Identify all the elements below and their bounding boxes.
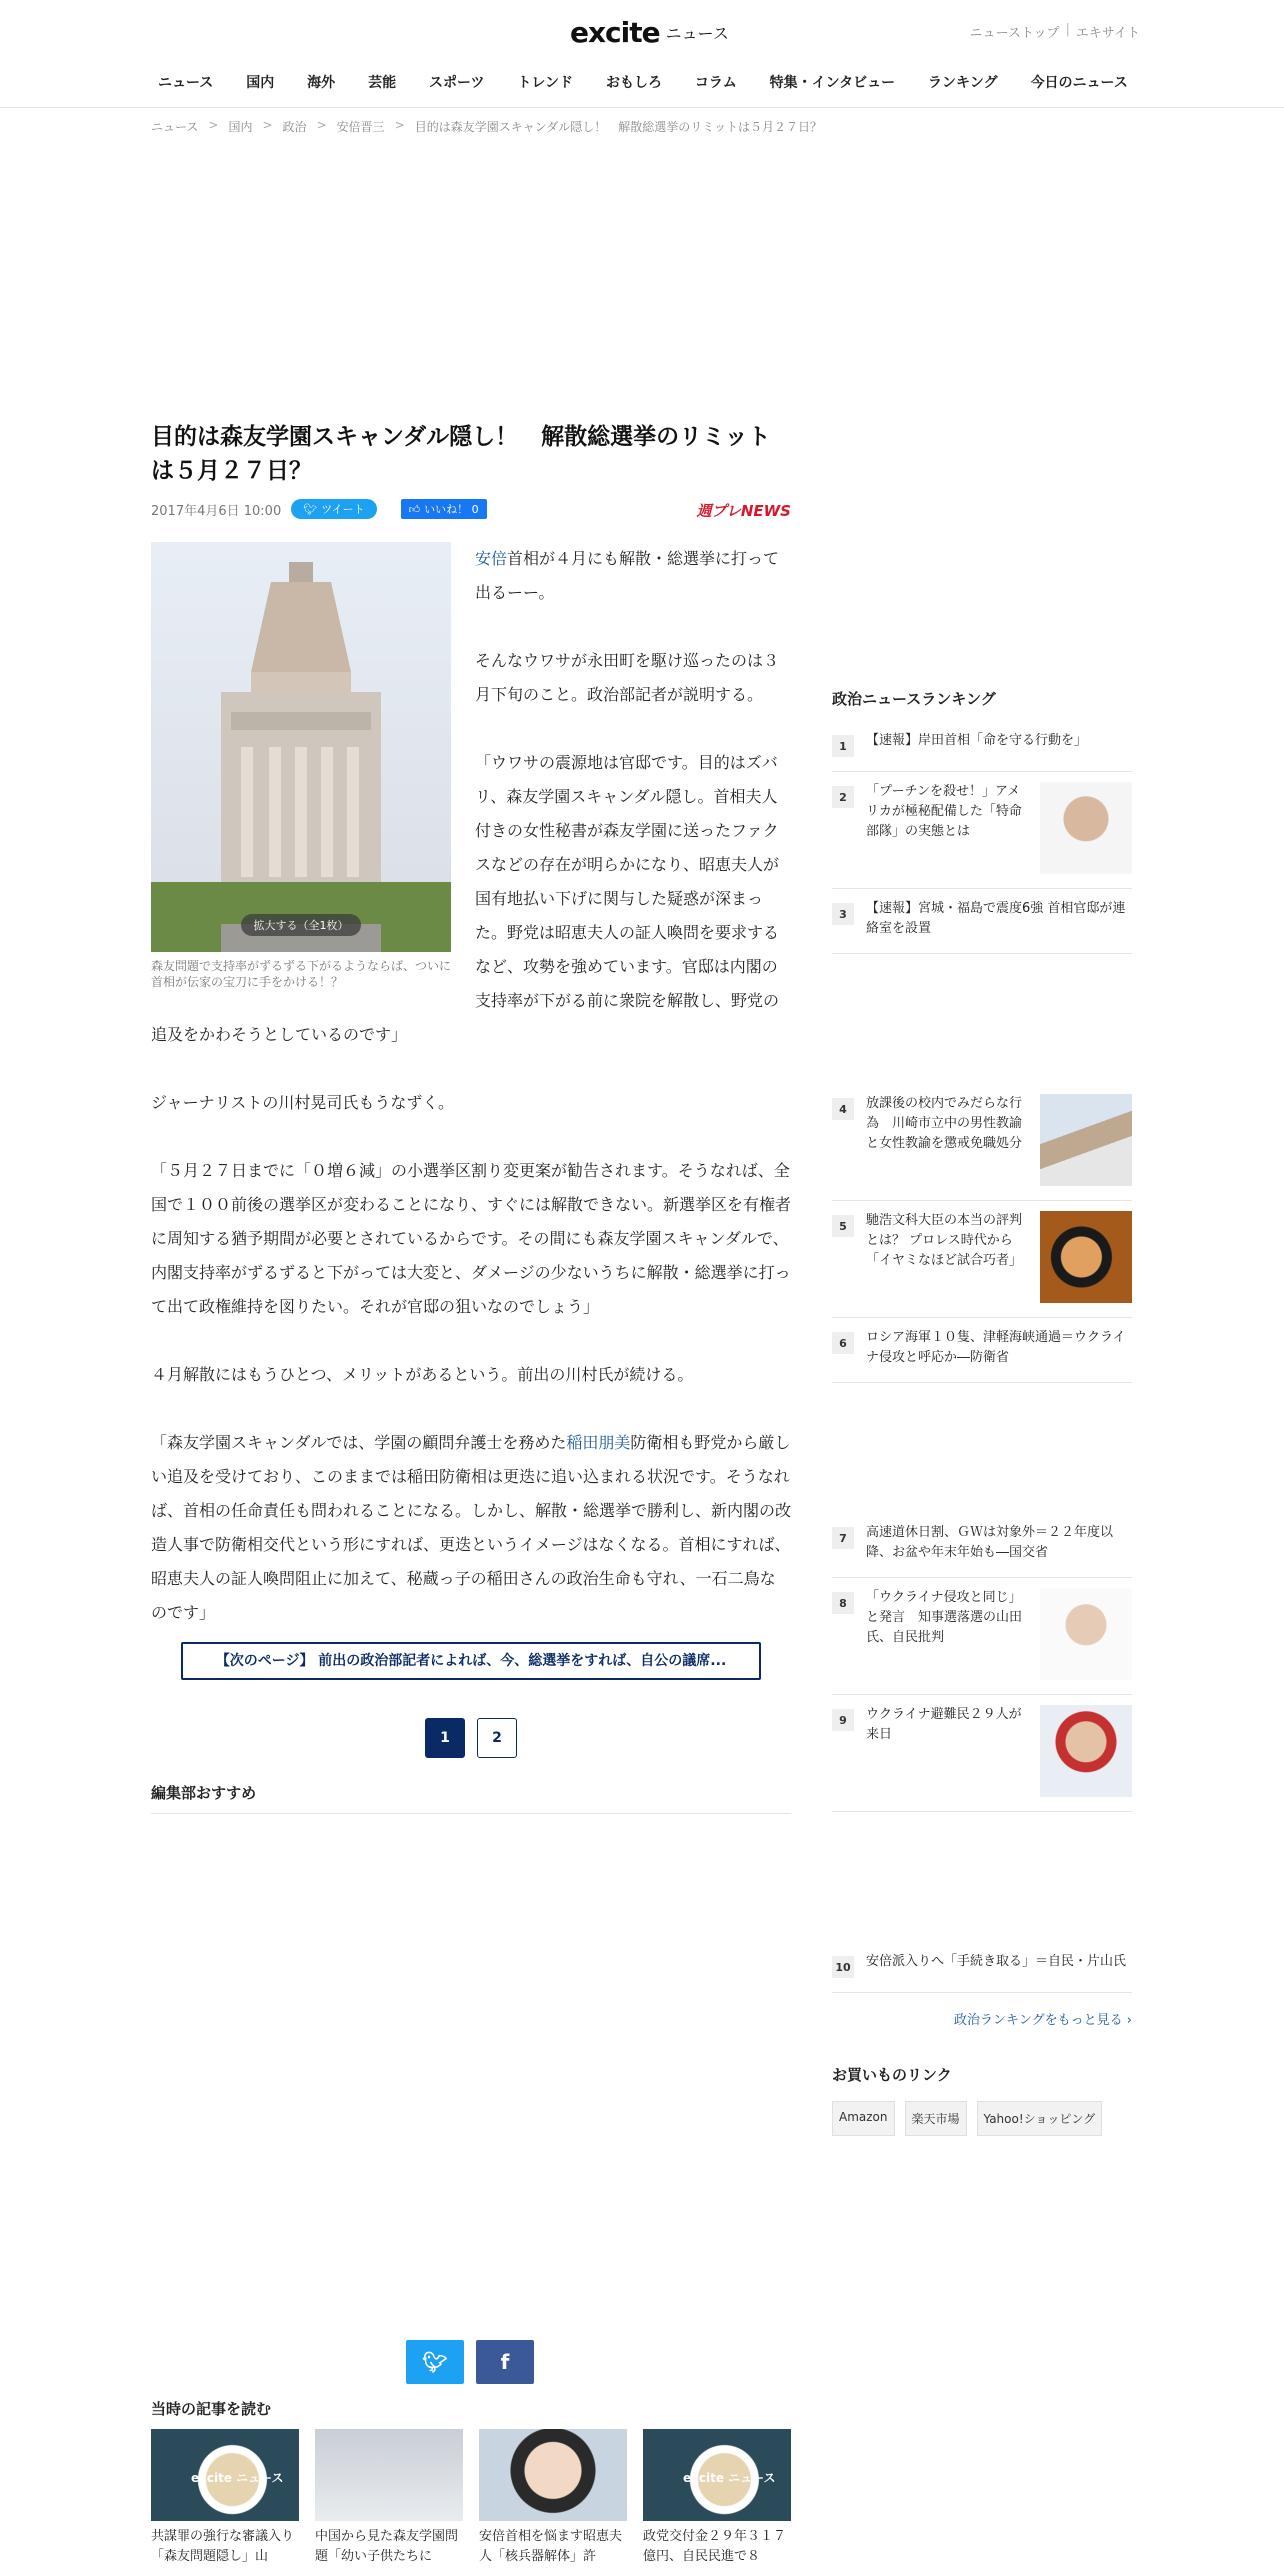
logo-text: excite bbox=[570, 15, 660, 49]
rank-title: 高速道休日割、ＧＷは対象外＝２２年度以降、お盆や年末年始も―国交省 bbox=[866, 1525, 1114, 1560]
paragraph: ジャーナリストの川村晃司氏もうなずく。 bbox=[151, 1093, 455, 1112]
like-label: いいね！ 0 bbox=[424, 503, 479, 516]
breadcrumb-current: 目的は森友学園スキャンダル隠し！ 解散総選挙のリミットは５月２７日？ bbox=[414, 120, 822, 134]
facebook-icon: f bbox=[500, 2350, 510, 2374]
paragraph bbox=[151, 1426, 791, 1630]
rank-title: 「プーチンを殺せ！」アメリカが極秘配備した「特命部隊」の実態とは bbox=[866, 784, 1022, 839]
article-date: 2017年4月6日 10:00 bbox=[151, 503, 282, 519]
page-2-button[interactable]: 2 bbox=[477, 1718, 517, 1758]
article-figure bbox=[151, 542, 451, 990]
rank-number: 1 bbox=[832, 735, 854, 757]
rank-number: 2 bbox=[832, 786, 854, 808]
past-article-thumb bbox=[643, 2429, 791, 2521]
rank-title: 安倍派入りへ「手続き取る」＝自民・片山氏 bbox=[866, 1954, 1127, 1969]
thumb-logo: excite ニュース bbox=[191, 2471, 284, 2485]
article-title: 目的は森友学園スキャンダル隠し！ 解散総選挙のリミットは５月２７日？ bbox=[151, 424, 771, 484]
breadcrumb-sep: > bbox=[208, 118, 219, 132]
rank-number: 10 bbox=[832, 1956, 854, 1978]
past-article-title: 安倍首相を悩ます昭恵夫人「核兵器解体」許 bbox=[479, 2529, 623, 2564]
rank-number: 3 bbox=[832, 903, 854, 925]
ranking-item[interactable] bbox=[832, 1318, 1132, 1383]
rank-thumbnail bbox=[1040, 782, 1132, 874]
page-1-button[interactable]: 1 bbox=[425, 1718, 465, 1758]
breadcrumb-sep: > bbox=[394, 118, 405, 132]
rank-title: 【速報】宮城・福島で震度6強 首相官邸が連絡室を設置 bbox=[866, 901, 1126, 936]
ranking-item[interactable] bbox=[832, 1695, 1132, 1812]
rank-title: 放課後の校内でみだらな行為 川崎市立中の男性教諭と女性教諭を懲戒免職処分 bbox=[866, 1096, 1023, 1151]
thumb-logo: excite ニュース bbox=[683, 2471, 776, 2485]
past-article-thumb bbox=[315, 2429, 463, 2521]
rank-number: 9 bbox=[832, 1709, 854, 1731]
site-logo[interactable] bbox=[570, 12, 729, 52]
thumbs-up-icon: 👍︎ bbox=[408, 502, 421, 516]
nav-ranking[interactable]: ランキング bbox=[928, 75, 998, 91]
global-nav bbox=[148, 64, 1138, 100]
ranking-item[interactable] bbox=[832, 772, 1132, 889]
paragraph: 「ウワサの震源地は官邸です。目的はズバリ、森友学園スキャンダル隠し。首相夫人付きの女性秘書が森友学園に送ったファクスなどの存在が明らかになり、昭恵夫人が国有地払い下げに関与した疑惑が深まった。野党は昭恵夫人の証人喚問を要求するなど、攻勢を強めています。官邸は内閣の支持率が下がる前に衆院を解散し、野党の追及をかわそうとしているのです」 bbox=[151, 753, 780, 1044]
nav-column[interactable]: コラム bbox=[694, 75, 737, 91]
article-photo[interactable] bbox=[151, 542, 451, 952]
breadcrumb-news[interactable]: ニュース bbox=[151, 120, 199, 134]
paragraph: そんなウワサが永田町を駆け巡ったのは３月下旬のこと。政治部記者が説明する。 bbox=[475, 651, 780, 704]
chevron-right-icon: › bbox=[1126, 2013, 1132, 2028]
past-article-thumb bbox=[151, 2429, 299, 2521]
nav-trend[interactable]: トレンド bbox=[517, 75, 574, 91]
rank-title: ウクライナ避難民２９人が来日 bbox=[866, 1707, 1022, 1742]
nav-features[interactable]: 特集・インタビュー bbox=[769, 75, 896, 91]
nav-entertainment[interactable]: 芸能 bbox=[368, 75, 397, 91]
tag-link-inada[interactable]: 稲田朋美 bbox=[566, 1433, 631, 1452]
past-article-item[interactable] bbox=[479, 2429, 627, 2567]
tag-link-abe[interactable]: 安倍 bbox=[475, 549, 508, 568]
breadcrumb-politics[interactable]: 政治 bbox=[282, 120, 307, 134]
past-article-title: 中国から見た森友学園問題「幼い子供たちに bbox=[315, 2529, 459, 2564]
ranking-more-link[interactable] bbox=[832, 2009, 1132, 2028]
like-button[interactable] bbox=[401, 499, 487, 519]
past-article-title: 政党交付金２９年３１７億円、自民民進で８ bbox=[643, 2529, 787, 2564]
next-page-link[interactable]: 【次のページ】 前出の政治部記者によれば、今、総選挙をすれば、自公の議席... bbox=[181, 1642, 761, 1680]
past-article-title: 共謀罪の強行な審議入り「森友問題隠し」山 bbox=[151, 2529, 295, 2564]
past-articles bbox=[151, 2398, 791, 2567]
past-article-item[interactable] bbox=[151, 2429, 299, 2567]
ad-space bbox=[832, 954, 1132, 1084]
breadcrumb-domestic[interactable]: 国内 bbox=[228, 120, 253, 134]
twitter-bird-icon: 🐦︎ bbox=[303, 502, 318, 516]
ranking-item[interactable] bbox=[832, 889, 1132, 954]
nav-world[interactable]: 海外 bbox=[307, 75, 336, 91]
ranking-item[interactable] bbox=[832, 1578, 1132, 1695]
source-logo: 週プレNEWS bbox=[696, 502, 791, 520]
shopping-heading: お買いものリンク bbox=[832, 2066, 952, 2084]
rank-thumbnail bbox=[1040, 1705, 1132, 1797]
site-header bbox=[0, 0, 1284, 108]
rank-title: 馳浩文科大臣の本当の評判とは？ プロレス時代から「イヤミなほど試合巧者」 bbox=[866, 1213, 1023, 1268]
rank-thumbnail bbox=[1040, 1211, 1132, 1303]
past-article-thumb bbox=[479, 2429, 627, 2521]
enlarge-photo-button[interactable]: 拡大する（全1枚） bbox=[241, 914, 361, 936]
ranking-item[interactable] bbox=[832, 1942, 1132, 1993]
ranking-item[interactable] bbox=[832, 1084, 1132, 1201]
article-meta bbox=[151, 496, 791, 522]
photo-caption: 森友問題で支持率がずるずる下がるようならば、ついに首相が伝家の宝刀に手をかける！？ bbox=[151, 959, 452, 989]
nav-funny[interactable]: おもしろ bbox=[605, 75, 662, 91]
paragraph-text: 首相が４月にも解散・総選挙に打って出るーー。 bbox=[475, 549, 780, 602]
breadcrumb-abe[interactable]: 安倍晋三 bbox=[336, 120, 385, 134]
rank-number: 4 bbox=[832, 1098, 854, 1120]
nav-sports[interactable]: スポーツ bbox=[429, 75, 485, 91]
rank-title: 「ウクライナ侵攻と同じ」と発言 知事選落選の山田氏、自民批判 bbox=[866, 1590, 1023, 1645]
tweet-button[interactable] bbox=[291, 499, 376, 519]
rank-title: 【速報】岸田首相「命を守る行動を」 bbox=[866, 733, 1088, 748]
rank-thumbnail bbox=[1040, 1588, 1132, 1680]
nav-domestic[interactable]: 国内 bbox=[246, 75, 275, 91]
rank-number: 7 bbox=[832, 1527, 854, 1549]
shopping-links bbox=[832, 2101, 1132, 2136]
rank-number: 8 bbox=[832, 1592, 854, 1614]
breadcrumb-sep: > bbox=[316, 118, 327, 132]
ad-space bbox=[832, 1812, 1132, 1942]
article bbox=[151, 420, 791, 1814]
rank-number: 5 bbox=[832, 1215, 854, 1237]
nav-news[interactable]: ニュース bbox=[158, 75, 214, 91]
share-twitter-button[interactable] bbox=[406, 2340, 464, 2384]
share-facebook-button[interactable] bbox=[476, 2340, 534, 2384]
shop-link-yahoo[interactable]: Yahoo!ショッピング bbox=[977, 2101, 1103, 2136]
paragraph: 「５月２７日までに「０増６減」の小選挙区割り変更案が勧告されます。そうなれば、全国で１００前後の選挙区が変わることになり、すぐには解散できない。新選挙区を有権者に周知する猶予期間が必要とされているからです。その間にも森友学園スキャンダルで、内閣支持率がずるずると下がっては大変と、ダメージの少ないうちに解散・総選挙に打って出て政権維持を図りたい。それが官邸の狙いなのでしょう」 bbox=[151, 1161, 792, 1316]
top-link-excite[interactable]: エキサイト bbox=[1075, 26, 1140, 41]
top-link-sep: | bbox=[1065, 22, 1070, 37]
recommend-heading: 編集部おすすめ bbox=[151, 1782, 791, 1814]
sidebar bbox=[832, 688, 1132, 2136]
past-articles-heading: 当時の記事を読む bbox=[151, 2400, 272, 2418]
breadcrumb-sep: > bbox=[262, 118, 273, 132]
paragraph-text: 防衛相も野党から厳しい追及を受けており、このままでは稲田防衛相は更迭に追い込まれる状況です。そうなれば、首相の任命責任も問われることになる。しかし、解散・総選挙で勝利し、新内閣の改造人事で防衛相交代という形にすれば、更迭というイメージはなくなる。首相にすれば、昭恵夫人の証人喚問阻止に加えて、秘蔵っ子の稲田さんの政治生命も守れ、一石二鳥なのです」 bbox=[151, 1433, 792, 1622]
share-buttons bbox=[406, 2340, 534, 2384]
shop-link-amazon[interactable]: Amazon bbox=[832, 2101, 895, 2136]
rank-thumbnail bbox=[1040, 1094, 1132, 1186]
past-article-item[interactable] bbox=[643, 2429, 791, 2567]
ranking-item[interactable] bbox=[832, 721, 1132, 772]
pagination bbox=[151, 1718, 791, 1758]
past-articles-list bbox=[151, 2429, 791, 2567]
rank-title: ロシア海軍１０隻、津軽海峡通過＝ウクライナ侵攻と呼応か―防衛省 bbox=[866, 1330, 1126, 1365]
diet-building-image bbox=[211, 562, 391, 912]
tweet-label: ツイート bbox=[321, 503, 365, 516]
rank-number: 6 bbox=[832, 1332, 854, 1354]
past-article-item[interactable] bbox=[315, 2429, 463, 2567]
paragraph: ４月解散にはもうひとつ、メリットがあるという。前出の川村氏が続ける。 bbox=[151, 1365, 694, 1384]
ranking-item[interactable] bbox=[832, 1201, 1132, 1318]
ranking-heading: 政治ニュースランキング bbox=[832, 690, 996, 708]
ad-space bbox=[832, 1383, 1132, 1513]
logo-sub: ニュース bbox=[665, 23, 729, 43]
paragraph-text: 「森友学園スキャンダルでは、学園の顧問弁護士を務めた bbox=[151, 1433, 567, 1452]
twitter-icon: 🐦︎ bbox=[422, 2350, 448, 2374]
shop-link-rakuten[interactable]: 楽天市場 bbox=[905, 2101, 967, 2136]
top-link-news-top[interactable]: ニューストップ bbox=[969, 26, 1060, 41]
ranking-more-label: 政治ランキングをもっと見る bbox=[954, 2013, 1123, 2028]
breadcrumb bbox=[151, 118, 822, 135]
nav-today[interactable]: 今日のニュース bbox=[1030, 75, 1128, 91]
top-links bbox=[970, 22, 1140, 41]
ranking-item[interactable] bbox=[832, 1513, 1132, 1578]
